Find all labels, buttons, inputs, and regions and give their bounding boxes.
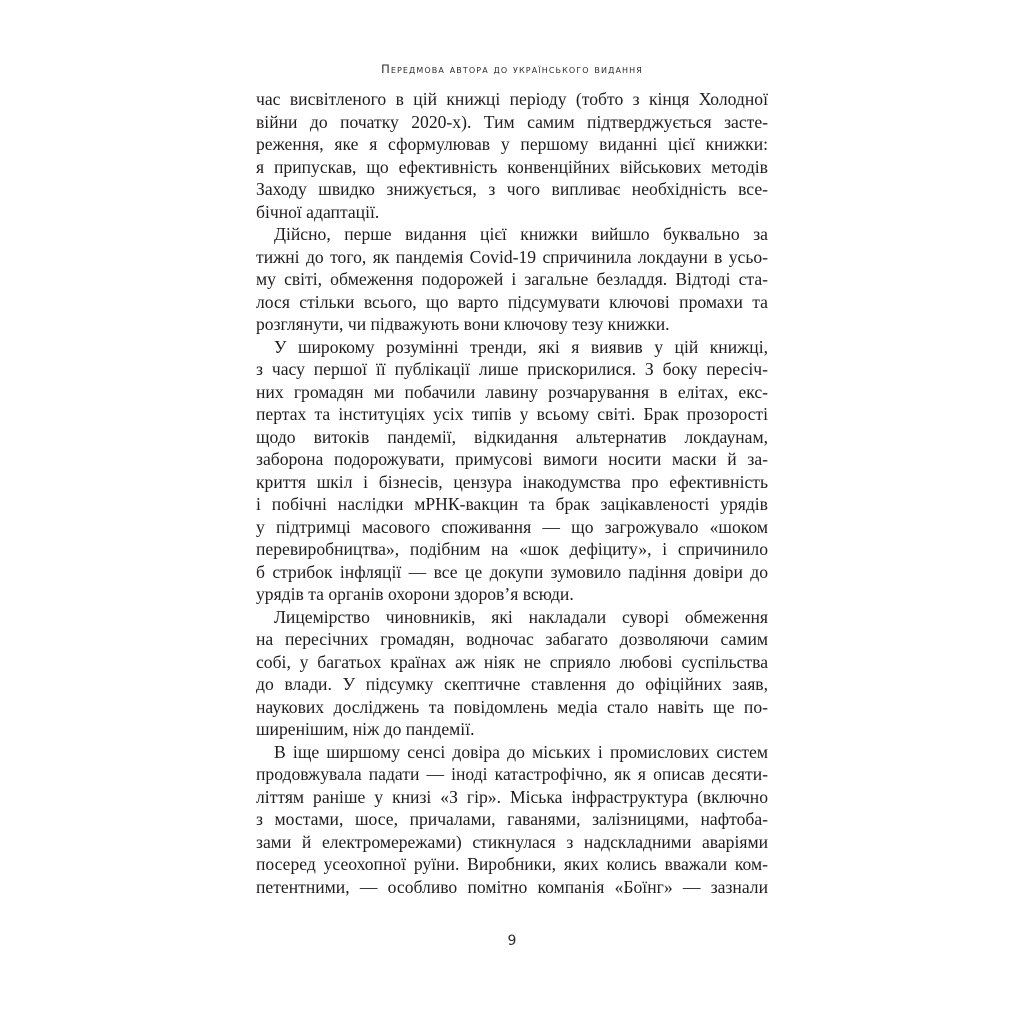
body-text [256, 88, 768, 898]
running-head: Передмова автора до українського видання [381, 62, 643, 76]
paragraph [256, 741, 768, 899]
text-line: пертах та інституціях усіх типів у всьому світі. Брак прозорості [256, 404, 768, 424]
text-line: му світі, обмеження подорожей і загальне безладдя. Відтоді ста- [256, 269, 768, 289]
text-line: собі, у багатьох країнах аж ніяк не сприяло любові суспільства [256, 651, 768, 672]
text-line: до влади. У підсумку скептичне ставлення до офіційних заяв, [256, 674, 768, 694]
text-line: і побічні наслідки мРНК-вакцин та брак зацікавленості урядів [256, 494, 768, 514]
text-line: них громадян ми побачили лавину розчарування в елітах, екс- [256, 381, 768, 402]
paragraph [256, 88, 768, 223]
text-line: криття шкіл і бізнесів, цензура інакодумства про ефективність [256, 471, 768, 492]
text-line: У широкому розумінні тренди, які я виявив у цій книжці, [274, 336, 768, 357]
text-line: бічної адаптації. [256, 201, 380, 222]
text-line: з мостами, шосе, причалами, гаванями, залізницями, нафтоба- [256, 809, 768, 829]
text-line: б стрибок інфляції — все це докупи зумовило падіння довіри до [256, 561, 768, 582]
text-line: продовжувала падати — іноді катастрофічно, як я описав десяти- [256, 764, 768, 784]
text-line: з часу першої її публікації лише прискорилися. З боку пересіч- [256, 359, 768, 379]
text-line: зами й електромережами) стикнулася з надскладними аваріями [256, 831, 768, 852]
text-line: петентними, — особливо помітно компанія «Боїнг» — зазнали [256, 876, 768, 897]
text-line: перевиробництва», подібним на «шок дефіциту», і спричинило [256, 539, 768, 559]
text-line: посеред усеохопної руїни. Виробники, яких колись вважали ком- [256, 854, 768, 874]
text-line: війни до початку 2020-х). Тим самим підтверджується засте- [256, 111, 768, 132]
text-line: Дійсно, перше видання цієї книжки вийшло буквально за [274, 224, 768, 244]
text-line: літтям раніше у книзі «З гір». Міська інфраструктура (включно [256, 786, 768, 807]
text-line: лося стільки всього, що варто підсумувати ключові промахи та [256, 291, 768, 312]
text-line: розглянути, чи підважують вони ключову тезу книжки. [256, 314, 670, 334]
page-number: 9 [507, 933, 517, 949]
text-line: наукових досліджень та повідомлень медіа стало навіть ще по- [256, 696, 768, 717]
paragraph [256, 336, 768, 606]
text-line: я припускав, що ефективність конвенційних військових методів [256, 156, 768, 177]
book-page [256, 0, 768, 1024]
paragraph [256, 223, 768, 336]
text-line: Лицемірство чиновників, які накладали суворі обмеження [274, 606, 768, 627]
paragraph [256, 606, 768, 741]
text-line: В іще ширшому сенсі довіра до міських і промислових систем [274, 741, 768, 762]
text-line: тижні до того, як пандемія Covid-19 спричинила локдауни в усьо- [256, 246, 768, 267]
text-line: щодо витоків пандемії, відкидання альтернатив локдаунам, [256, 426, 768, 447]
text-line: на пересічних громадян, водночас забагато дозволяючи самим [256, 629, 768, 649]
text-line: Заходу швидко знижується, з чого випливає необхідність все- [256, 179, 768, 199]
text-line: у підтримці масового споживання — що загрожувало «шоком [256, 516, 768, 537]
text-line: ширенішим, ніж до пандемії. [256, 719, 475, 739]
text-line: заборона подорожувати, примусові вимоги носити маски й за- [256, 449, 768, 469]
text-line: реження, яке я сформулював у першому виданні цієї книжки: [256, 134, 768, 154]
text-line: час висвітленого в цій книжці періоду (тобто з кінця Холодної [256, 89, 768, 109]
text-line: урядів та органів охорони здоров’я всюди. [256, 584, 574, 604]
